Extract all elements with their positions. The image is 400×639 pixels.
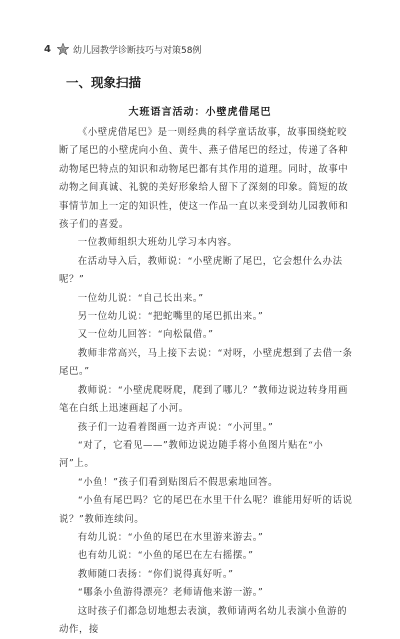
- paragraph: 另一位幼儿说：“把蛇嘴里的尾巴抓出来。”: [77, 311, 264, 323]
- paragraph: 一位教师组织大班幼儿学习本内容。: [77, 237, 238, 249]
- paragraph: 这时孩子们都急切地想去表演，教师请两名幼儿表演小鱼游的动作，接: [59, 605, 348, 635]
- paragraph: “哪条小鱼游得漂亮？老师请他来游一游。”: [77, 587, 264, 599]
- paragraph: 有幼儿说：“小鱼的尾巴在水里游来游去。”: [77, 531, 264, 543]
- page-number: 4: [44, 43, 51, 55]
- paragraph: “小鱼！”孩子们看到贴图后不假思索地回答。: [77, 476, 279, 488]
- body-text: [59, 124, 357, 639]
- paragraph: “对了，它看见——”教师边说边随手将小鱼图片贴在“小河”上。: [59, 439, 324, 470]
- article-title: 大班语言活动：小壁虎借尾巴: [128, 107, 272, 118]
- paragraph: 一位幼儿说：“自己长出来。”: [77, 292, 204, 304]
- paragraph: 孩子们一边看着图画一边齐声说：“小河里。”: [77, 421, 274, 433]
- page-header: [44, 42, 201, 56]
- paragraph: 《小壁虎借尾巴》是一则经典的科学童话故事，故事围绕蛇咬断了尾巴的小壁虎向小鱼、黄牛、燕子借尾巴的经过，传递了各种动物尾巴特点的知识和动物尾巴都有其作用的道理。同时，故事中动物之间真诚、礼貌的美好形象给人留下了深刻的印象。简短的故事情节加上一定的知识性，使这一作品一直以来受到幼儿园教师和孩子们的喜爱。: [59, 127, 349, 231]
- paragraph: 教师非常高兴，马上接下去说：“对呀，小壁虎想到了去借一条尾巴。”: [59, 347, 353, 378]
- paragraph: 又一位幼儿回答：“向松鼠借。”: [77, 329, 214, 341]
- paragraph: 也有幼儿说：“小鱼的尾巴在左右摇摆。”: [77, 550, 254, 562]
- paragraph: 在活动导入后，教师说：“小壁虎断了尾巴，它会想什么办法呢？”: [59, 255, 343, 286]
- section-title: 一、现象扫描: [66, 75, 142, 90]
- paragraph: 教师说：“小壁虎爬呀爬，爬到了哪儿？”教师边说边转身用画笔在白纸上迅速画起了小河。: [59, 384, 348, 415]
- book-title: 幼儿园教学诊断技巧与对策58例: [72, 45, 202, 56]
- paragraph: 教师随口表扬：“你们说得真好听。”: [77, 568, 234, 580]
- star-icon: [57, 43, 69, 55]
- paragraph: “小鱼有尾巴吗？它的尾巴在水里干什么呢？谁能用好听的话说说？”教师连续问。: [59, 495, 353, 525]
